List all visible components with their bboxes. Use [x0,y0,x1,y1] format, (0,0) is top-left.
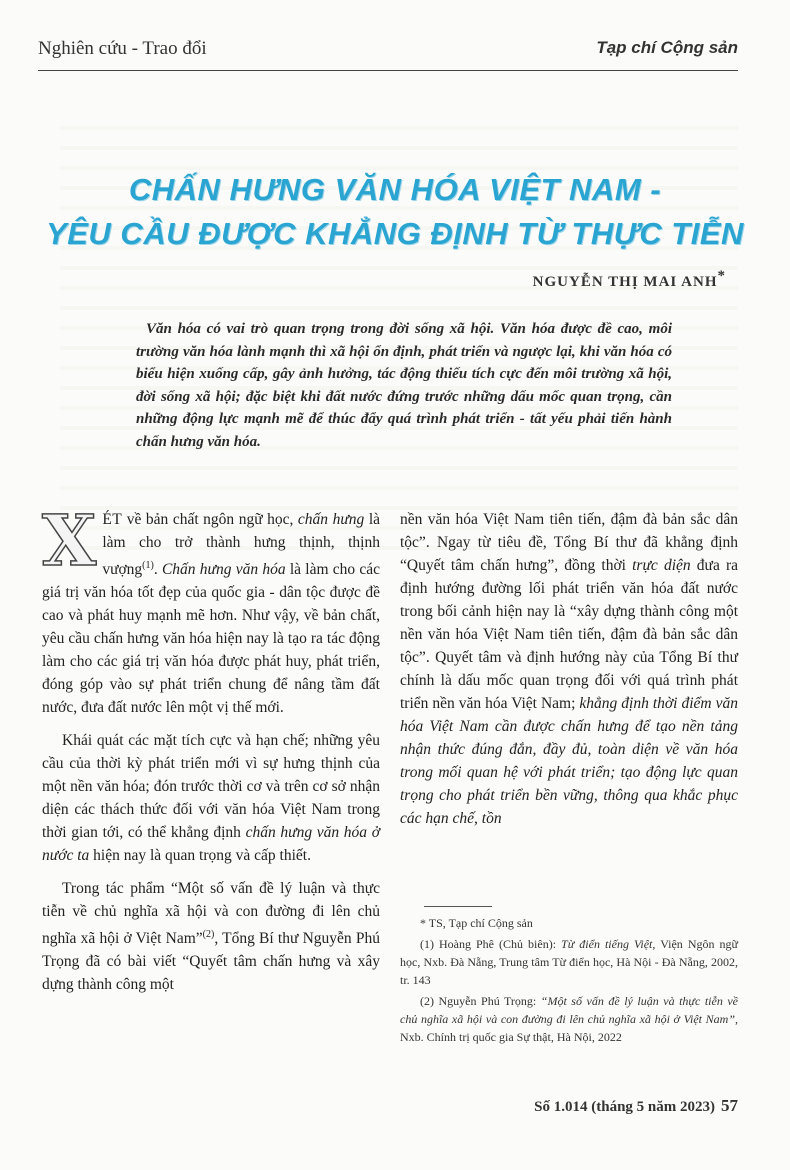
author-name: NGUYỄN THỊ MAI ANH [532,274,718,290]
title-line-2: YÊU CẦU ĐƯỢC KHẲNG ĐỊNH TỪ THỰC TIỄN [46,216,744,251]
text-run: hiện nay là quan trọng và cấp thiết. [89,847,311,865]
text-run: đưa ra định hướng đường lối phát triển văn hóa đất nước trong bối cảnh hiện nay là “xây dựng thành công một nền văn hóa Việt Nam tiên tiến, đậm đà bản sắc dân tộc”. Quyết tâm và định hướng này của Tổng Bí thư chính là dấu mốc quan trọng đối với quá trình phát triển nền văn hóa Việt Nam; [400,557,739,712]
italic-run: trực diện [632,557,691,574]
page-header [38,38,738,68]
text-run: nền văn hóa Việt Nam tiên tiến, đậm đà bản sắc dân tộc”. Ngay từ tiêu đề, Tổng Bí thư đã khẳng định “Quyết tâm chấn hưng”, đồng thời [400,511,738,574]
footnote-1 [400,935,738,989]
journal-name: Tạp chí Cộng sản [596,38,738,57]
italic-run: Chấn hưng văn hóa [161,561,286,579]
text-run: . [153,561,162,579]
footnote-2 [400,992,738,1046]
page-number: 57 [721,1096,738,1115]
page-footer [534,1096,738,1116]
text-run: về bản chất ngôn ngữ học, [122,511,298,528]
italic-run: chấn hưng văn hóa ở nước ta [42,824,380,865]
issue-info: Số 1.014 (tháng 5 năm 2023) [534,1099,715,1115]
text-run: Khái quát các mặt tích cực và hạn chế; những yêu cầu của thời kỳ phát triển mới vì sự hưng thịnh của một nền văn hóa; đón trước thời cơ và trên cơ sở nhận diện các thách thức đối với văn hóa Việt Nam trong thời gian tới, có thể khẳng định [42,732,380,842]
section-label: Nghiên cứu - Trao đổi [38,38,207,59]
author-byline [533,268,726,291]
text-run: là làm cho các giá trị văn hóa tốt đẹp của quốc gia - dân tộc được đề cao và phát huy mạnh mẽ hơn. Như vậy, về bản chất, yêu cầu chấn hưng văn hóa hiện nay là tạo ra tác động làm cho các giá trị văn hóa được phát huy, phát triển, đóng góp vào sự phát triển chung để nâng tầm đất nước, đưa đất nước lên một vị thế mới. [42,561,381,717]
footnote-ref: (1) [142,560,154,571]
text-run: Trong tác phẩm “Một số vấn đề lý luận và thực tiễn về chủ nghĩa xã hội và con đường đi lên chủ nghĩa xã hội ở Việt Nam” [42,880,380,948]
text-run: (1) Hoàng Phê (Chủ biên): [420,937,562,951]
footnote-author: * TS, Tạp chí Cộng sản [420,916,533,930]
drop-cap: X [42,499,97,582]
footnote-rule [424,906,492,907]
paragraph-2 [42,729,380,867]
italic-run: chấn hưng [297,511,365,528]
footnotes [400,914,738,1049]
author-footnote-mark: * [717,268,726,284]
text-run: (2) Nguyễn Phú Trọng: [420,994,541,1008]
paragraph-3 [42,877,380,996]
italic-run: “Một số vấn đề lý luận và thực tiễn về chủ nghĩa xã hội và con đường đi lên chủ nghĩa xã hội ở Việt Nam” [400,994,738,1026]
text-run: , Tổng Bí thư Nguyễn Phú Trọng đã có bài viết “Quyết tâm chấn hưng và xây dựng thành công một [42,930,380,994]
italic-run: Từ điển tiếng Việt [561,937,653,951]
header-rule [38,70,738,71]
article-title [40,168,750,256]
body-column-left [42,499,381,1006]
paragraph-4 [400,508,738,830]
text-run: , Viện Ngôn ngữ học, Nxb. Đà Nẵng, Trung tâm Từ điển học, Hà Nội - Đà Nẵng, 2002, tr. 143 [400,937,739,987]
lead-in: ÉT [102,511,123,528]
text-run: , Nxb. Chính trị quốc gia Sự thật, Hà Nội, 2022 [400,1012,738,1044]
abstract: Văn hóa có vai trò quan trọng trong đời sống xã hội. Văn hóa được đề cao, môi trường văn hóa lành mạnh thì xã hội ổn định, phát triển và ngược lại, khi văn hóa có biểu hiện xuống cấp, gây ảnh hưởng, tác động thiếu tích cực đến môi trường xã hội, đời sống xã hội; đặc biệt khi đất nước đứng trước những dấu mốc quan trọng, cần những động lực mạnh mẽ để thúc đẩy quá trình phát triển - tất yếu phải tiến hành chấn hưng văn hóa. [136,321,672,450]
body-column-right [400,508,738,840]
paragraph-1 [42,499,381,719]
footnote-ref: (2) [202,929,215,941]
text-run: là làm cho trở thành hưng thịnh, thịnh vượng [102,511,381,579]
italic-run: khẳng định thời điểm văn hóa Việt Nam cần được chấn hưng để tạo nền tảng nhận thức đúng đắn, đầy đủ, toàn diện về văn hóa trong mối quan hệ với phát triển; tạo động lực quan trọng cho phát triển bền vững, thông qua khắc phục các hạn chế, tồn [400,695,738,827]
title-line-1: CHẤN HƯNG VĂN HÓA VIỆT NAM - [128,172,662,207]
